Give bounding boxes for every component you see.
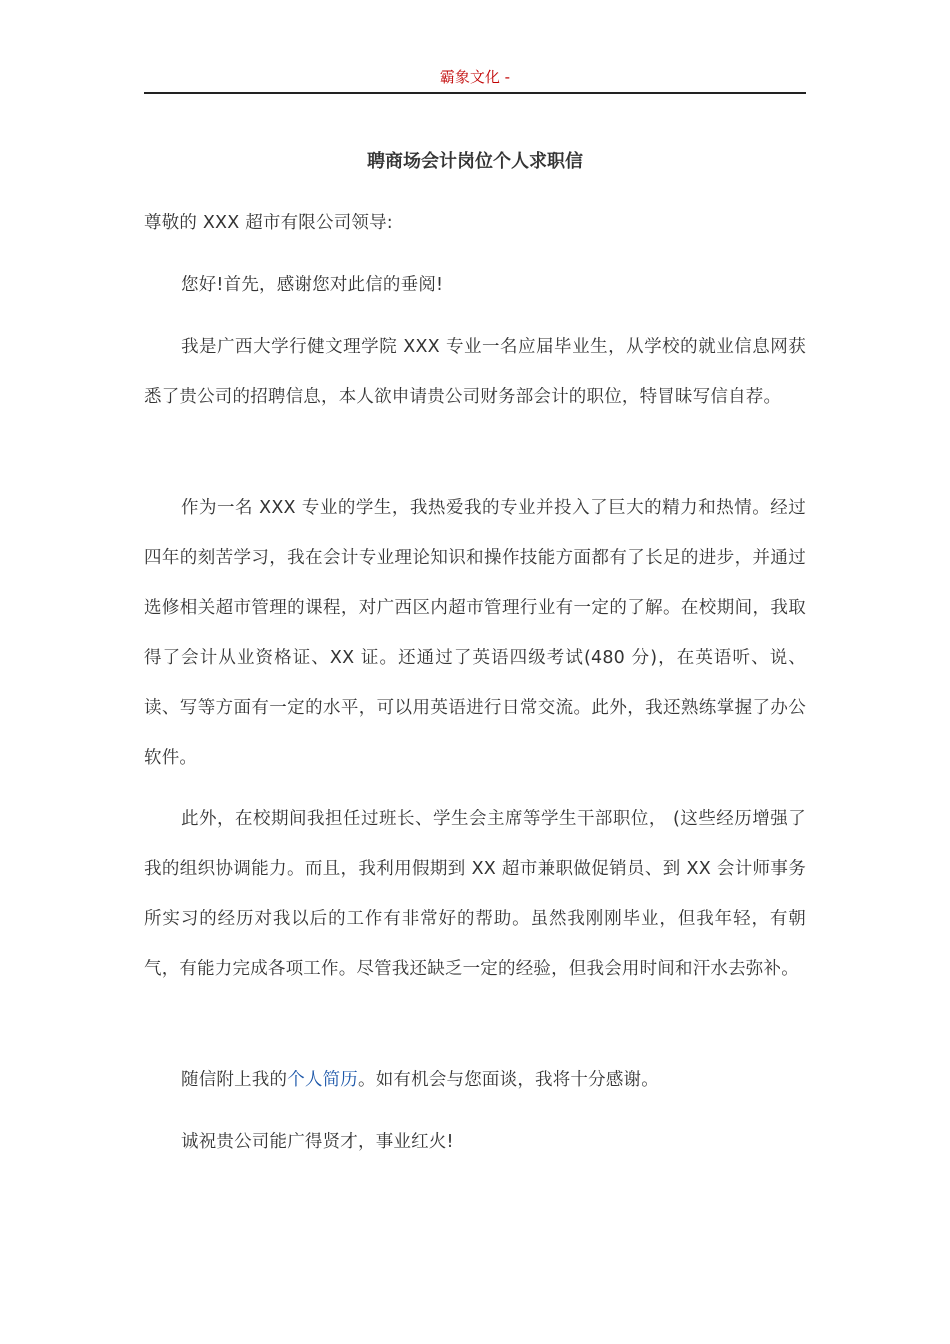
paragraph-closing-wish: 诚祝贵公司能广得贤才，事业红火! — [181, 1132, 454, 1152]
salutation: 尊敬的 XXX 超市有限公司领导: — [144, 213, 393, 233]
document-title: 聘商场会计岗位个人求职信 — [367, 151, 583, 172]
paragraph-greeting: 您好!首先，感谢您对此信的垂阅! — [181, 275, 444, 295]
paragraph-intro: 我是广西大学行健文理学院 XXX 专业一名应届毕业生，从学校的就业信息网获悉了贵公司的招聘信息，本人欲申请贵公司财务部会计的职位，特冒昧写信自荐。 — [144, 337, 806, 407]
paragraph-attachment — [144, 1055, 806, 1105]
attachment-text-after: 。如有机会与您面谈，我将十分感谢。 — [358, 1070, 659, 1090]
paragraph-study: 作为一名 XXX 专业的学生，我热爱我的专业并投入了巨大的精力和热情。经过四年的刻苦学习，我在会计专业理论知识和操作技能方面都有了长足的进步，并通过选修相关超市管理的课程，对广西区内超市管理行业有一定的了解。在校期间，我取得了会计从业资格证、XX 证。还通过了英语四级考试(480 分)，在英语听、说、读、写等方面有一定的水平，可以用英语进行日常交流。此外，我还熟练掌握了办公软件。 — [144, 498, 806, 768]
resume-link[interactable]: 个人简历 — [287, 1070, 359, 1090]
attachment-text-before: 随信附上我的 — [181, 1070, 288, 1090]
paragraph-experience: 此外，在校期间我担任过班长、学生会主席等学生干部职位， (这些经历增强了我的组织协调能力。而且，我利用假期到 XX 超市兼职做促销员、到 XX 会计师事务所实习的经历对我以后的工作有非常好的帮助。虽然我刚刚毕业，但我年轻，有朝气，有能力完成各项工作。尽管我还缺乏一定的经验，但我会用时间和汗水去弥补。 — [144, 809, 806, 979]
header-text: 霸象文化 - — [439, 68, 511, 86]
page-header — [144, 66, 806, 94]
